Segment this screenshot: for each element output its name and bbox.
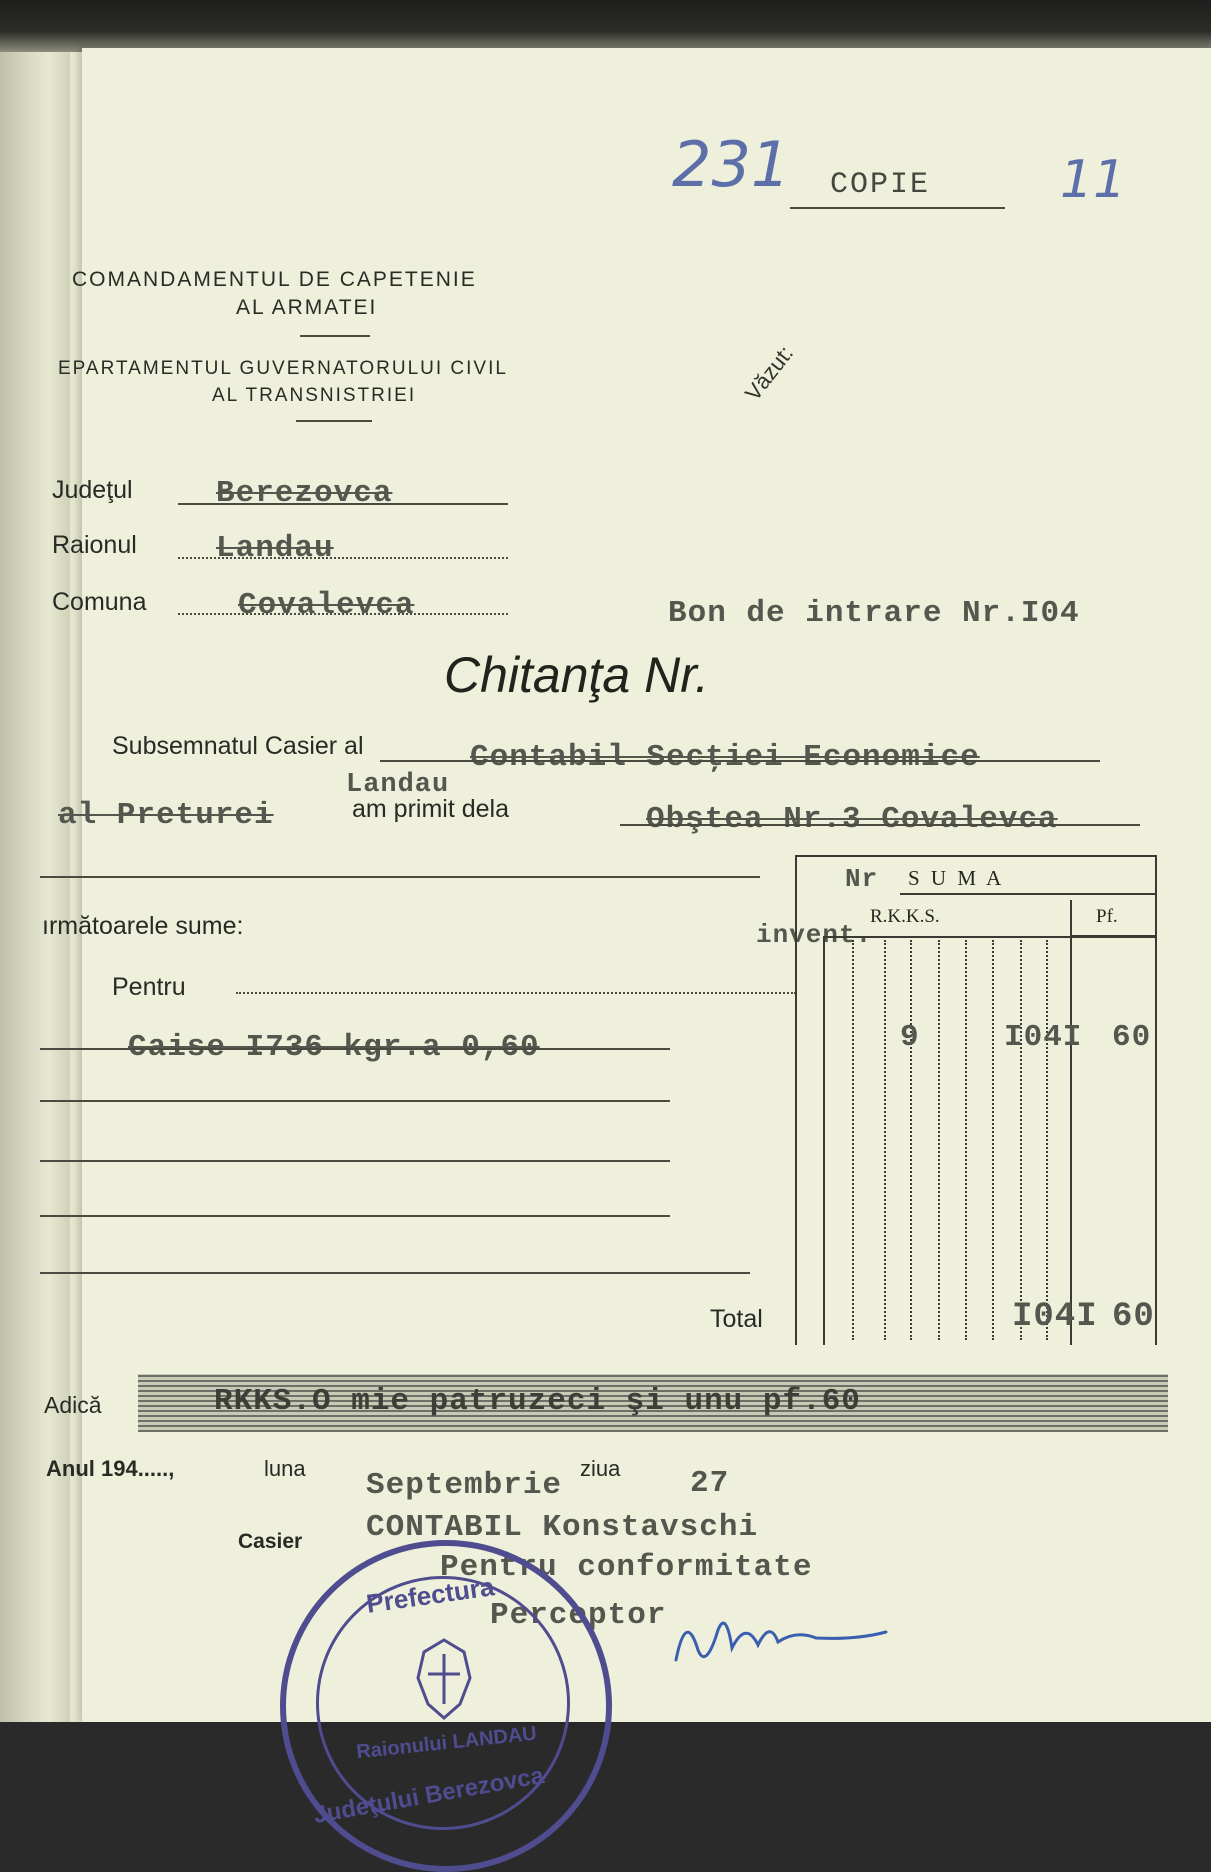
pf-label: Pf. xyxy=(1096,906,1118,927)
nr-label: Nr xyxy=(845,864,879,894)
prefectura-stamp xyxy=(280,1540,612,1872)
copy-label: COPIE xyxy=(830,168,931,202)
luna-label: luna xyxy=(264,1456,306,1481)
judet-label: Judeţul xyxy=(52,476,133,504)
casier-of-value: Contabil Secţiei Economice xyxy=(470,740,980,775)
signature xyxy=(666,1590,946,1680)
landau-typed: Landau xyxy=(346,770,450,800)
subsemnatul-label: Subsemnatul Casier al xyxy=(112,732,364,760)
blank-line-2 xyxy=(40,1100,670,1102)
stamp-text-top: Prefectura xyxy=(364,1571,497,1619)
urmatoarele-label: ırmătoarele sume: xyxy=(42,912,244,940)
item-line: Caise I736 kgr.a 0,60 xyxy=(128,1030,540,1065)
row-pf: 60 xyxy=(1112,1020,1152,1055)
pf-header-line xyxy=(1070,935,1155,937)
adica-label: Adică xyxy=(44,1392,102,1418)
stamp-text-bottom: Judeţului Berezovca xyxy=(311,1761,546,1830)
dept-divider xyxy=(296,420,372,422)
dept-line2: AL TRANSNISTRIEI xyxy=(212,385,417,406)
col-rule-7 xyxy=(1020,940,1022,1340)
bon-intrare: Bon de intrare Nr.I04 xyxy=(668,596,1080,631)
col-rule-4 xyxy=(938,940,940,1340)
coat-of-arms-icon xyxy=(404,1634,484,1724)
blank-line-5 xyxy=(40,1272,750,1274)
table-right xyxy=(1155,855,1157,1345)
ziua-value: 27 xyxy=(690,1466,730,1501)
conformitate: Pentru conformitate xyxy=(440,1550,813,1585)
col-rule-2 xyxy=(884,940,886,1340)
anul-label: Anul 194....., xyxy=(46,1456,175,1481)
col-rule-8 xyxy=(1046,940,1048,1340)
casier-of-line xyxy=(380,760,1100,762)
col-rule-6 xyxy=(992,940,994,1340)
row-rkks: I04I xyxy=(1004,1020,1083,1055)
am-primit-label: am primit dela xyxy=(352,795,509,823)
table-top xyxy=(795,855,1155,857)
luna-value: Septembrie xyxy=(366,1468,563,1503)
rkks-label: R.K.K.S. xyxy=(870,906,940,927)
vazut-label: Văzut: xyxy=(740,340,799,406)
col-rule-1 xyxy=(852,940,854,1340)
al-preturei: al Preturei xyxy=(58,798,274,833)
adica-value: RKKS.O mie patruzeci şi unu pf.60 xyxy=(214,1384,861,1419)
handwritten-number: 231 xyxy=(672,128,791,201)
invent-label: invent. xyxy=(756,920,873,950)
ziua-label: ziua xyxy=(580,1456,621,1481)
copy-underline xyxy=(790,207,1005,209)
stamp-text-mid: Raionului LANDAU xyxy=(355,1722,538,1764)
col-rule-3 xyxy=(910,940,912,1340)
suma-divider xyxy=(900,893,1155,895)
comuna-label: Comuna xyxy=(52,588,147,616)
comuna-line xyxy=(178,613,508,615)
dela-line xyxy=(620,824,1140,826)
nr-separator xyxy=(823,936,825,1345)
org-divider xyxy=(300,335,370,337)
suma-label: S U M A xyxy=(908,866,1005,890)
item-underline xyxy=(40,1048,670,1050)
top-edge xyxy=(0,0,1211,52)
handwritten-mark: 11 xyxy=(1060,150,1127,210)
perceptor: Perceptor xyxy=(490,1598,667,1633)
row-nr: 9 xyxy=(900,1020,920,1055)
table-left xyxy=(795,855,797,1345)
judet-line xyxy=(178,503,508,505)
casier-label: Casier xyxy=(238,1530,303,1553)
pentru-label: Pentru xyxy=(112,973,186,1001)
casier-name: CONTABIL Konstavschi xyxy=(366,1510,759,1545)
raion-label: Raionul xyxy=(52,531,137,559)
total-rkks: I04I xyxy=(1012,1298,1098,1336)
comuna-value: Covalevca xyxy=(238,588,415,623)
blank-line-4 xyxy=(40,1215,670,1217)
total-label: Total xyxy=(710,1305,763,1333)
col-rule-5 xyxy=(965,940,967,1340)
raion-value: Landau xyxy=(216,531,334,566)
blank-line-1 xyxy=(40,876,760,878)
dept-line1: EPARTAMENTUL GUVERNATORULUI CIVIL xyxy=(58,358,508,379)
pentru-line xyxy=(236,992,796,994)
judet-value: Berezovca xyxy=(216,476,393,511)
raion-line xyxy=(178,557,508,559)
pf-separator xyxy=(1070,900,1072,1345)
dela-value: Obştea Nr.3 Covalevca xyxy=(646,802,1058,837)
org-line2: AL ARMATEI xyxy=(236,296,378,319)
org-line1: COMANDAMENTUL DE CAPETENIE xyxy=(72,268,477,291)
total-pf: 60 xyxy=(1112,1298,1155,1336)
receipt-title: Chitanţa Nr. xyxy=(444,647,709,703)
blank-line-3 xyxy=(40,1160,670,1162)
